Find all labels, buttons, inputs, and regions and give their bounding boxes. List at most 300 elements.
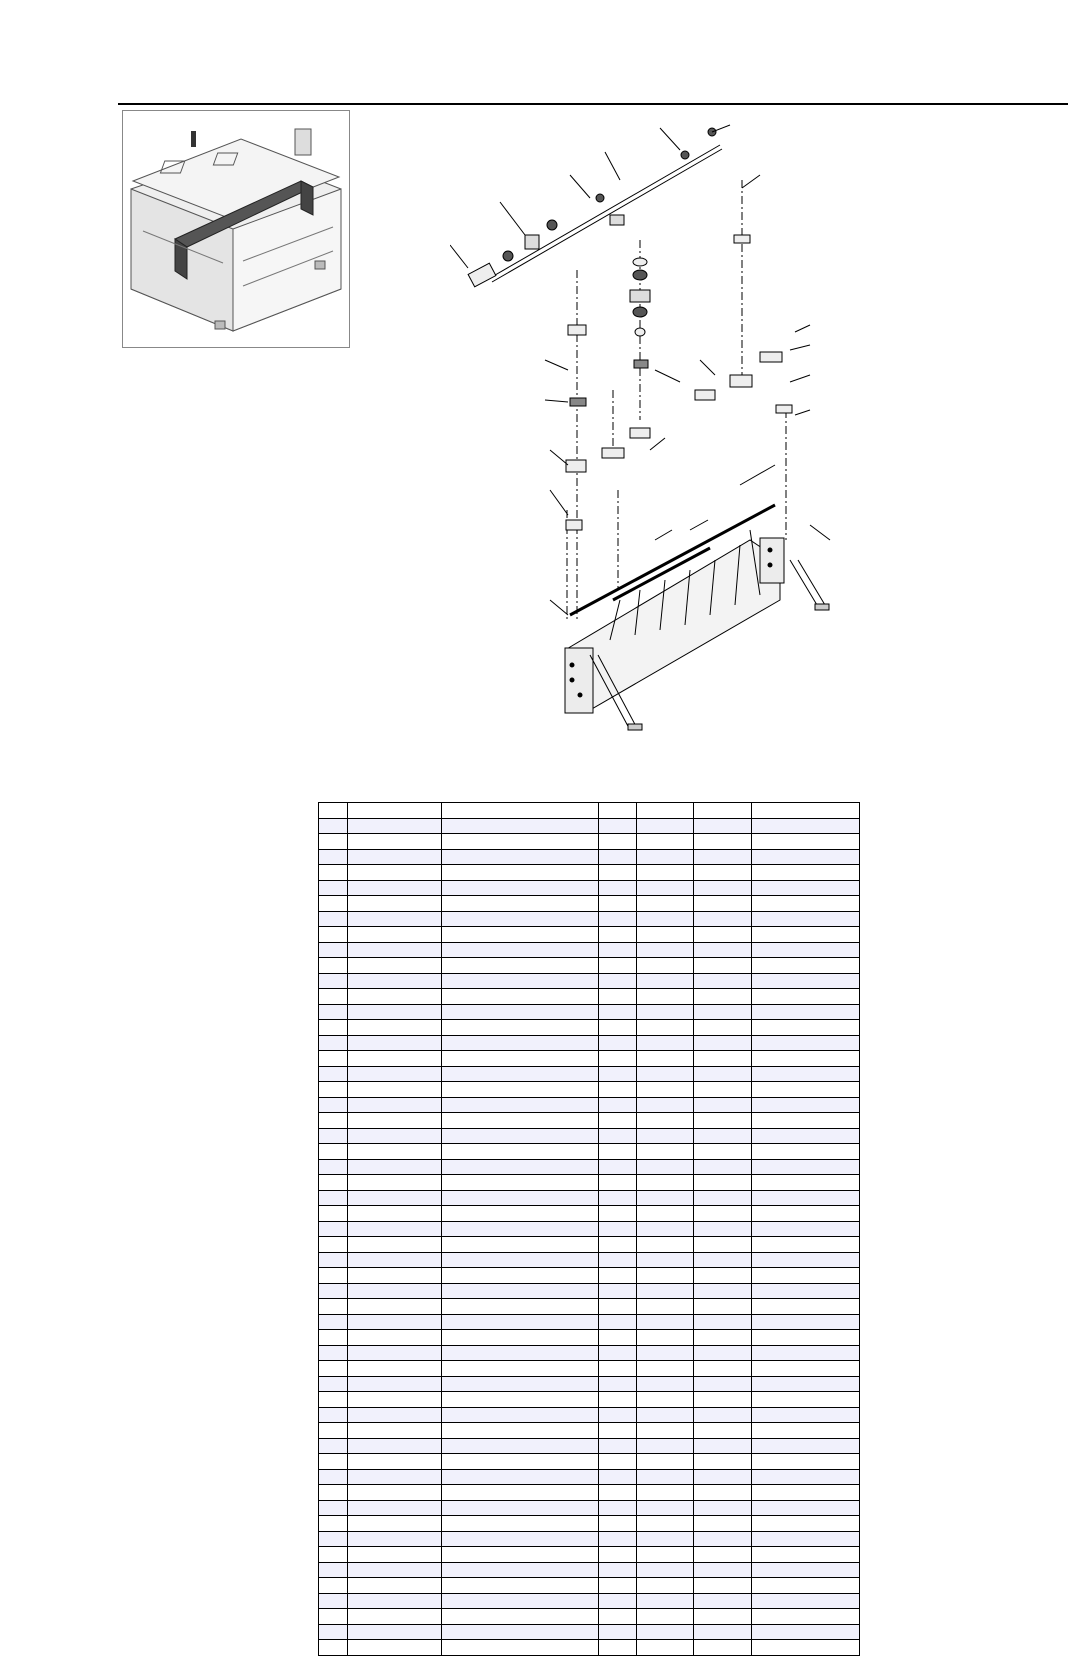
table-cell (751, 1221, 859, 1237)
table-row (319, 1020, 860, 1036)
table-cell (348, 1299, 442, 1315)
table-row (319, 1392, 860, 1408)
table-cell (598, 1562, 636, 1578)
table-cell (751, 989, 859, 1005)
table-cell (442, 865, 599, 881)
table-cell (751, 958, 859, 974)
table-cell (693, 1531, 751, 1547)
table-row (319, 958, 860, 974)
table-cell (442, 1190, 599, 1206)
table-cell (598, 1516, 636, 1532)
table-cell (319, 1128, 348, 1144)
table-cell (693, 1113, 751, 1129)
table-cell (751, 1593, 859, 1609)
table-cell (598, 880, 636, 896)
table-cell (751, 1609, 859, 1625)
table-cell (636, 1128, 693, 1144)
table-row (319, 818, 860, 834)
table-cell (319, 1454, 348, 1470)
table-cell (693, 1252, 751, 1268)
table-cell (348, 1175, 442, 1191)
table-cell (598, 1376, 636, 1392)
table-cell (598, 1423, 636, 1439)
table-cell (693, 911, 751, 927)
table-cell (598, 1175, 636, 1191)
table-cell (348, 1314, 442, 1330)
table-cell (693, 896, 751, 912)
table-row (319, 1035, 860, 1051)
table-cell (751, 1562, 859, 1578)
table-cell (348, 942, 442, 958)
table-row (319, 1531, 860, 1547)
table-cell (348, 1562, 442, 1578)
table-cell (636, 1376, 693, 1392)
table-row (319, 1159, 860, 1175)
table-cell (348, 1438, 442, 1454)
table-cell (751, 1004, 859, 1020)
table-cell (348, 1020, 442, 1036)
table-cell (751, 1485, 859, 1501)
table-cell (598, 1361, 636, 1377)
table-cell (636, 942, 693, 958)
table-row (319, 911, 860, 927)
table-cell (636, 1330, 693, 1346)
table-cell (598, 1454, 636, 1470)
table-cell (693, 1237, 751, 1253)
table-cell (442, 911, 599, 927)
table-cell (693, 1547, 751, 1563)
table-cell (693, 1376, 751, 1392)
table-cell (693, 1361, 751, 1377)
table-cell (636, 1113, 693, 1129)
table-cell (693, 1144, 751, 1160)
table-cell (598, 1004, 636, 1020)
table-cell (693, 880, 751, 896)
table-cell (442, 1624, 599, 1640)
table-row (319, 849, 860, 865)
table-cell (319, 927, 348, 943)
table-cell (319, 973, 348, 989)
table-cell (348, 1051, 442, 1067)
table-cell (636, 1159, 693, 1175)
table-cell (348, 896, 442, 912)
table-cell (751, 1299, 859, 1315)
table-cell (319, 1082, 348, 1098)
table-cell (636, 1097, 693, 1113)
column-header (598, 803, 636, 819)
table-cell (348, 1144, 442, 1160)
table-cell (751, 1020, 859, 1036)
table-cell (751, 1082, 859, 1098)
table-row (319, 1330, 860, 1346)
table-cell (319, 1113, 348, 1129)
table-cell (751, 834, 859, 850)
table-cell (636, 1609, 693, 1625)
table-cell (348, 1035, 442, 1051)
table-cell (319, 1268, 348, 1284)
table-cell (636, 1051, 693, 1067)
table-cell (598, 1578, 636, 1594)
table-cell (636, 1438, 693, 1454)
table-cell (348, 1423, 442, 1439)
table-row (319, 1578, 860, 1594)
table-cell (319, 1469, 348, 1485)
table-cell (636, 1454, 693, 1470)
table-cell (693, 1624, 751, 1640)
table-cell (319, 1438, 348, 1454)
table-row (319, 1051, 860, 1067)
table-cell (319, 1624, 348, 1640)
table-cell (636, 1361, 693, 1377)
table-cell (693, 1593, 751, 1609)
table-cell (319, 989, 348, 1005)
table-cell (636, 1237, 693, 1253)
table-cell (636, 880, 693, 896)
table-cell (636, 958, 693, 974)
table-cell (319, 1593, 348, 1609)
table-row (319, 865, 860, 881)
table-cell (598, 1531, 636, 1547)
table-cell (751, 1128, 859, 1144)
table-cell (598, 896, 636, 912)
table-cell (636, 1020, 693, 1036)
table-cell (693, 942, 751, 958)
table-cell (442, 1330, 599, 1346)
table-cell (751, 1500, 859, 1516)
table-cell (751, 1531, 859, 1547)
table-cell (751, 1392, 859, 1408)
table-cell (598, 834, 636, 850)
table-row (319, 1283, 860, 1299)
table-row (319, 1190, 860, 1206)
table-cell (693, 1004, 751, 1020)
table-cell (751, 1113, 859, 1129)
table-cell (442, 1531, 599, 1547)
table-cell (319, 1206, 348, 1222)
table-cell (636, 1485, 693, 1501)
table-cell (348, 1159, 442, 1175)
table-cell (319, 958, 348, 974)
table-cell (319, 942, 348, 958)
header-rule (118, 103, 1068, 105)
table-row (319, 1593, 860, 1609)
table-cell (693, 1423, 751, 1439)
table-row (319, 1345, 860, 1361)
table-row (319, 1004, 860, 1020)
table-cell (442, 1345, 599, 1361)
table-cell (598, 1252, 636, 1268)
table-cell (693, 1082, 751, 1098)
table-cell (442, 1283, 599, 1299)
table-cell (598, 1299, 636, 1315)
table-cell (442, 1438, 599, 1454)
table-cell (319, 1221, 348, 1237)
table-cell (598, 1609, 636, 1625)
table-cell (348, 1640, 442, 1656)
table-cell (348, 1066, 442, 1082)
table-cell (348, 1531, 442, 1547)
table-cell (348, 1547, 442, 1563)
table-cell (751, 1237, 859, 1253)
table-cell (442, 1113, 599, 1129)
table-cell (751, 1407, 859, 1423)
table-cell (636, 973, 693, 989)
table-cell (751, 1376, 859, 1392)
table-row (319, 1221, 860, 1237)
table-cell (751, 1330, 859, 1346)
table-cell (598, 973, 636, 989)
table-cell (442, 818, 599, 834)
table-cell (319, 1361, 348, 1377)
table-row (319, 942, 860, 958)
table-cell (751, 1190, 859, 1206)
table-cell (751, 1097, 859, 1113)
table-cell (751, 1454, 859, 1470)
table-cell (319, 1516, 348, 1532)
table-cell (636, 1547, 693, 1563)
table-cell (442, 1004, 599, 1020)
table-cell (319, 849, 348, 865)
table-cell (319, 1345, 348, 1361)
exploded-assembly-diagram (450, 120, 870, 775)
table-cell (348, 989, 442, 1005)
column-header (319, 803, 348, 819)
table-cell (348, 1361, 442, 1377)
table-cell (442, 849, 599, 865)
table-cell (598, 1547, 636, 1563)
table-cell (348, 1609, 442, 1625)
table-cell (442, 1516, 599, 1532)
table-cell (348, 1128, 442, 1144)
table-cell (636, 834, 693, 850)
table-cell (751, 1206, 859, 1222)
table-cell (598, 1113, 636, 1129)
table-cell (693, 1314, 751, 1330)
table-cell (442, 1593, 599, 1609)
table-cell (319, 1392, 348, 1408)
table-cell (348, 1268, 442, 1284)
table-cell (636, 865, 693, 881)
table-cell (598, 989, 636, 1005)
table-cell (442, 1159, 599, 1175)
table-row (319, 1113, 860, 1129)
table-cell (751, 1345, 859, 1361)
table-cell (442, 1562, 599, 1578)
table-cell (751, 880, 859, 896)
table-cell (751, 1624, 859, 1640)
table-cell (751, 1438, 859, 1454)
column-header (636, 803, 693, 819)
table-cell (319, 1252, 348, 1268)
table-cell (319, 1562, 348, 1578)
table-cell (348, 1221, 442, 1237)
table-cell (751, 1283, 859, 1299)
table-cell (319, 1500, 348, 1516)
table-cell (636, 1283, 693, 1299)
table-cell (751, 927, 859, 943)
table-cell (693, 1469, 751, 1485)
table-cell (693, 1159, 751, 1175)
table-cell (598, 865, 636, 881)
table-cell (693, 989, 751, 1005)
table-cell (442, 1376, 599, 1392)
table-cell (442, 1361, 599, 1377)
table-cell (442, 896, 599, 912)
table-cell (319, 1485, 348, 1501)
table-cell (598, 1407, 636, 1423)
table-cell (348, 818, 442, 834)
table-row (319, 1237, 860, 1253)
table-cell (751, 896, 859, 912)
table-cell (348, 927, 442, 943)
table-row (319, 1547, 860, 1563)
table-cell (598, 942, 636, 958)
table-cell (598, 1345, 636, 1361)
table-cell (319, 1376, 348, 1392)
table-cell (442, 1128, 599, 1144)
table-cell (442, 989, 599, 1005)
table-cell (636, 1268, 693, 1284)
table-cell (636, 1516, 693, 1532)
table-cell (442, 880, 599, 896)
table-cell (319, 1407, 348, 1423)
table-cell (319, 1578, 348, 1594)
parts-table (318, 802, 860, 1656)
table-cell (348, 958, 442, 974)
table-cell (348, 1593, 442, 1609)
table-cell (442, 958, 599, 974)
table-cell (636, 1407, 693, 1423)
table-cell (636, 1578, 693, 1594)
table-cell (319, 880, 348, 896)
table-cell (636, 849, 693, 865)
table-row (319, 1066, 860, 1082)
table-row (319, 1299, 860, 1315)
table-cell (751, 1035, 859, 1051)
table-cell (442, 973, 599, 989)
table-cell (442, 1609, 599, 1625)
exploded-view-drawing (450, 120, 870, 775)
table-cell (598, 1314, 636, 1330)
table-cell (319, 1175, 348, 1191)
table-cell (693, 1020, 751, 1036)
table-cell (693, 1485, 751, 1501)
table-cell (348, 1252, 442, 1268)
table-cell (636, 1144, 693, 1160)
table-cell (751, 911, 859, 927)
table-cell (319, 1190, 348, 1206)
parts-table-body (319, 818, 860, 1655)
table-cell (348, 1330, 442, 1346)
table-cell (751, 1578, 859, 1594)
table-row (319, 880, 860, 896)
table-cell (319, 911, 348, 927)
table-cell (319, 1237, 348, 1253)
table-cell (636, 896, 693, 912)
table-cell (598, 1283, 636, 1299)
table-row (319, 834, 860, 850)
table-cell (348, 1237, 442, 1253)
table-cell (442, 1268, 599, 1284)
table-cell (751, 1640, 859, 1656)
table-cell (319, 1283, 348, 1299)
table-cell (348, 1392, 442, 1408)
table-cell (319, 1051, 348, 1067)
table-cell (751, 1159, 859, 1175)
table-cell (319, 1609, 348, 1625)
table-cell (636, 1423, 693, 1439)
table-cell (442, 1407, 599, 1423)
table-row (319, 1640, 860, 1656)
table-cell (319, 1159, 348, 1175)
table-row (319, 1361, 860, 1377)
table-row (319, 1252, 860, 1268)
table-cell (636, 1593, 693, 1609)
table-cell (636, 1206, 693, 1222)
table-cell (348, 1082, 442, 1098)
table-cell (693, 1190, 751, 1206)
table-cell (598, 849, 636, 865)
table-cell (693, 1097, 751, 1113)
table-cell (693, 818, 751, 834)
table-cell (348, 1376, 442, 1392)
table-cell (636, 927, 693, 943)
table-cell (598, 1469, 636, 1485)
table-row (319, 1624, 860, 1640)
column-header (751, 803, 859, 819)
table-cell (348, 1345, 442, 1361)
table-cell (693, 1066, 751, 1082)
table-cell (751, 973, 859, 989)
table-cell (598, 1066, 636, 1082)
table-cell (693, 1640, 751, 1656)
table-cell (598, 1640, 636, 1656)
table-cell (319, 896, 348, 912)
table-cell (598, 1082, 636, 1098)
table-cell (598, 1206, 636, 1222)
table-cell (598, 1097, 636, 1113)
table-cell (598, 1500, 636, 1516)
table-cell (442, 1392, 599, 1408)
table-cell (442, 834, 599, 850)
table-cell (348, 1469, 442, 1485)
table-cell (442, 1299, 599, 1315)
table-cell (598, 911, 636, 927)
table-cell (693, 1175, 751, 1191)
table-cell (751, 1516, 859, 1532)
table-cell (442, 1485, 599, 1501)
table-cell (348, 1190, 442, 1206)
table-cell (442, 1035, 599, 1051)
table-cell (636, 1345, 693, 1361)
table-cell (693, 849, 751, 865)
table-row (319, 1407, 860, 1423)
table-row (319, 1609, 860, 1625)
table-row (319, 1454, 860, 1470)
table-cell (693, 865, 751, 881)
table-cell (636, 1221, 693, 1237)
table-cell (319, 1531, 348, 1547)
table-cell (751, 818, 859, 834)
table-row (319, 927, 860, 943)
table-row (319, 1423, 860, 1439)
table-cell (442, 1206, 599, 1222)
table-cell (319, 818, 348, 834)
table-cell (348, 1407, 442, 1423)
table-cell (598, 1221, 636, 1237)
table-cell (319, 1020, 348, 1036)
table-cell (442, 1500, 599, 1516)
